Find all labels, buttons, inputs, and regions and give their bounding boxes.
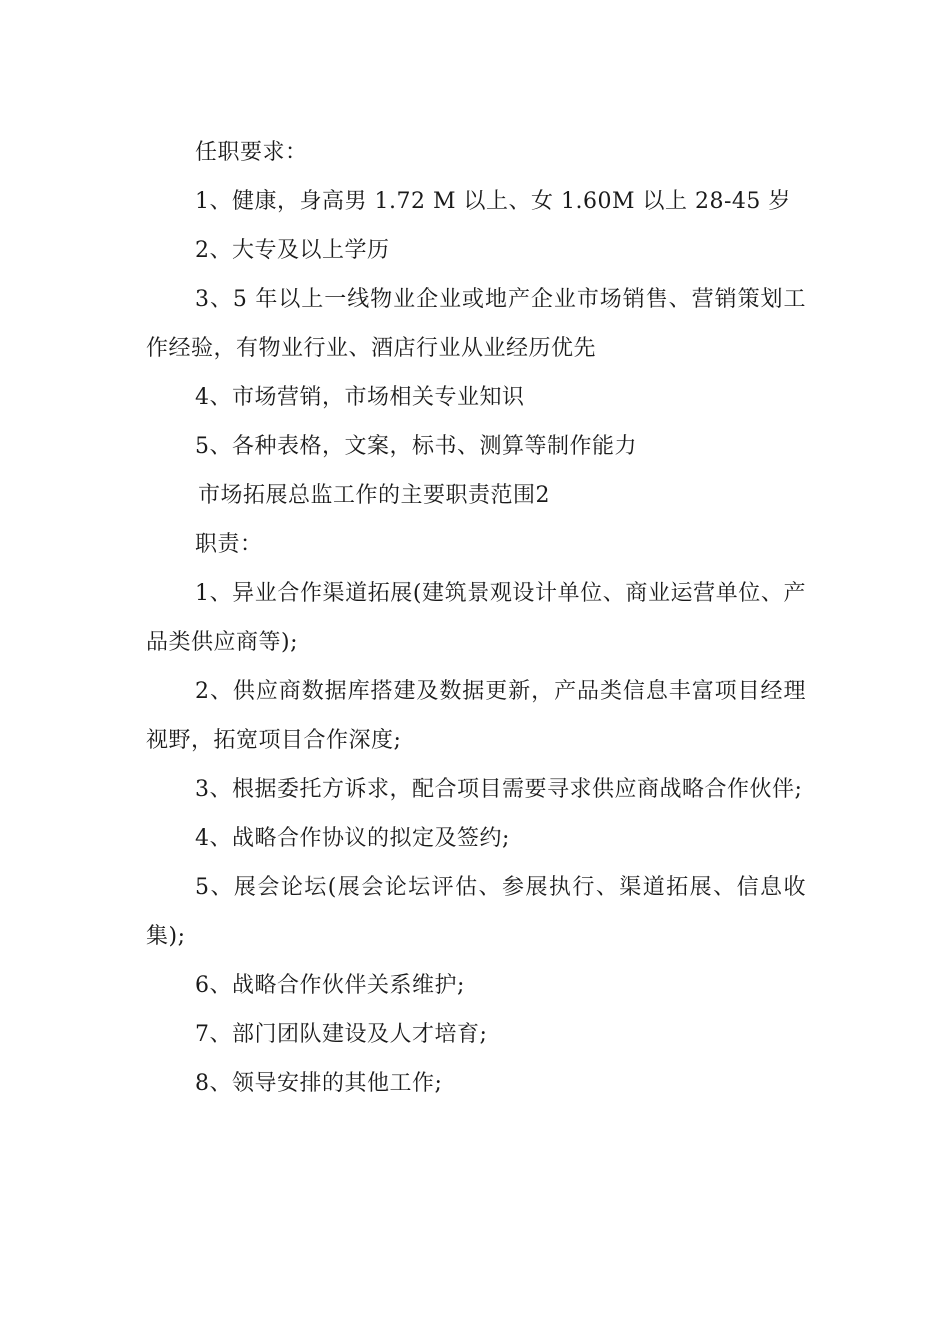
requirements-title: 任职要求： [195,140,308,165]
duty-item-6: 6、战略合作伙伴关系维护; [195,973,465,998]
duty-item-5: 5、展会论坛(展会论坛评估、参展执行、渠道拓展、信息收集); [146,875,806,949]
duty-item-8: 8、领导安排的其他工作; [195,1071,443,1096]
requirement-item-1: 1、健康，身高男 1.72 M 以上、女 1.60M 以上 28-45 岁 [195,189,791,214]
duty-item-7: 7、部门团队建设及人才培育; [195,1022,488,1047]
duty-item-1: 1、异业合作渠道拓展(建筑景观设计单位、商业运营单位、产品类供应商等); [146,581,806,655]
section-title: 市场拓展总监工作的主要职责范围2 [198,483,550,508]
duties-title: 职责： [195,532,263,557]
document-page [146,128,806,1108]
duty-item-2: 2、供应商数据库搭建及数据更新，产品类信息丰富项目经理视野，拓宽项目合作深度; [146,679,806,753]
requirement-item-4: 4、市场营销，市场相关专业知识 [195,385,525,410]
requirement-item-5: 5、各种表格，文案，标书、测算等制作能力 [195,434,637,459]
requirement-item-2: 2、大专及以上学历 [195,238,390,263]
duty-item-4: 4、战略合作协议的拟定及签约; [195,826,510,851]
duty-item-3: 3、根据委托方诉求，配合项目需要寻求供应商战略合作伙伴; [195,777,803,802]
requirement-item-3: 3、5 年以上一线物业企业或地产企业市场销售、营销策划工作经验，有物业行业、酒店行业从业经历优先 [146,287,806,361]
